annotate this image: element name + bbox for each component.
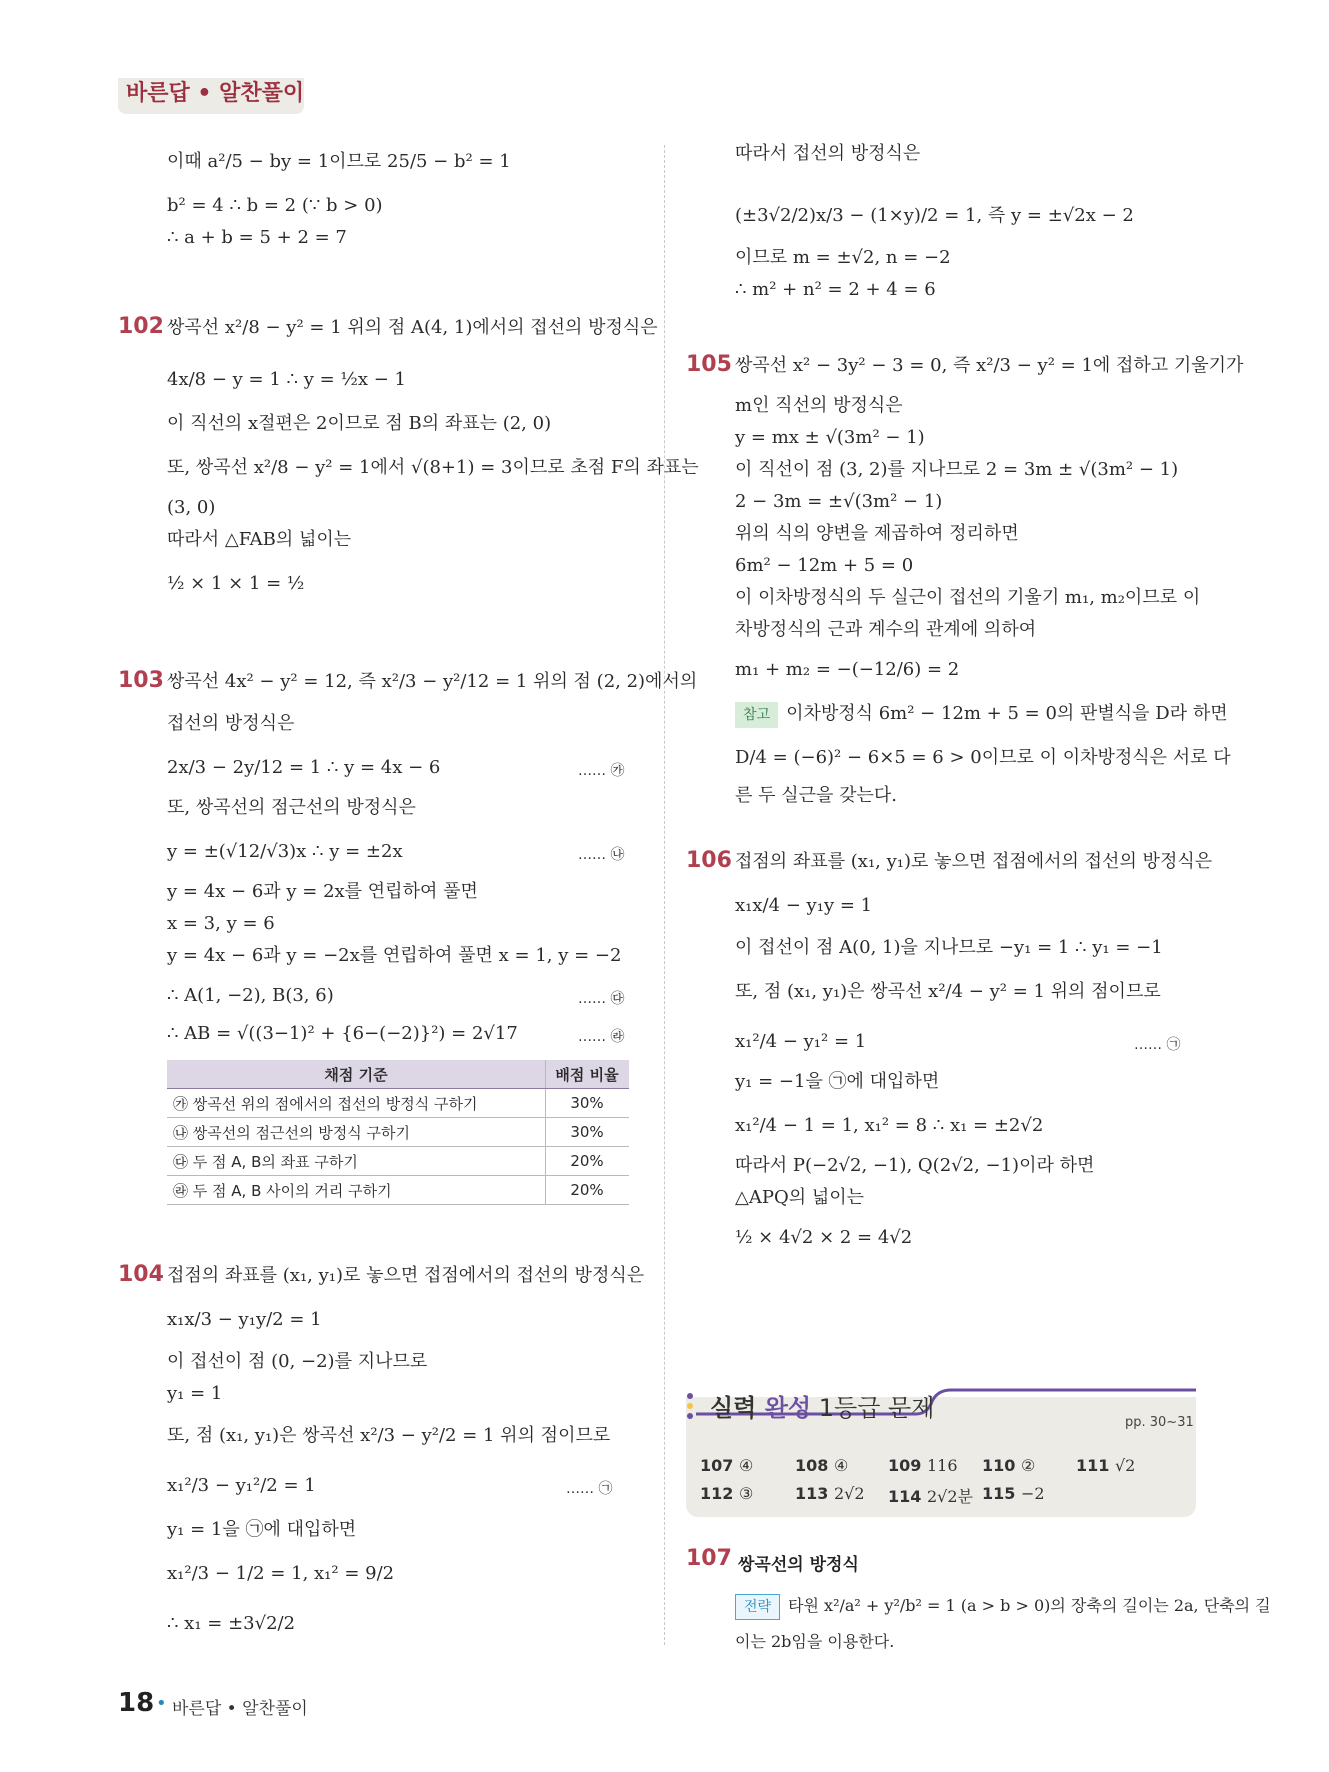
solution-line: 2 − 3m = ±√(3m² − 1) (735, 491, 943, 512)
solution-line: ∴ A(1, −2), B(3, 6) (167, 985, 334, 1006)
answer-item (888, 1484, 973, 1507)
solution-line: ∴ AB = √((3−1)² + {6−(−2)}²) = 2√17 (167, 1023, 518, 1044)
note-line (735, 702, 1228, 728)
problem-number-102: 102 (118, 314, 164, 339)
answer-value: 116 (926, 1456, 958, 1475)
answer-title-part: 실력 (710, 1394, 765, 1422)
answer-value: √2 (1114, 1456, 1136, 1475)
table-cell: ㉰ 두 점 A, B의 좌표 구하기 (167, 1147, 546, 1176)
answer-num: 113 (795, 1484, 829, 1503)
solution-line: x₁²/4 − 1 = 1, x₁² = 8 ∴ x₁ = ±2√2 (735, 1115, 1044, 1136)
table-header: 채점 기준 (167, 1060, 546, 1089)
answer-value: ④ (833, 1456, 849, 1475)
solution-line: 접점의 좌표를 (x₁, y₁)로 놓으면 접점에서의 접선의 방정식은 (735, 851, 1213, 872)
answer-value: −2 (1020, 1484, 1045, 1503)
table-cell: ㉱ 두 점 A, B 사이의 거리 구하기 (167, 1176, 546, 1205)
solution-line: m인 직선의 방정식은 (735, 395, 903, 416)
solution-line: 이 접선이 점 A(0, 1)을 지나므로 −y₁ = 1 ∴ y₁ = −1 (735, 937, 1163, 958)
solution-line: x₁²/3 − 1/2 = 1, x₁² = 9/2 (167, 1563, 395, 1584)
answer-title-part: 완성 (764, 1394, 812, 1422)
solution-line: y₁ = 1 (167, 1383, 223, 1404)
scoring-table (167, 1060, 629, 1205)
solution-line: 차방정식의 근과 계수의 관계에 의하여 (735, 619, 1037, 640)
table-row (167, 1118, 629, 1147)
solution-line: 4x/8 − y = 1 ∴ y = ½x − 1 (167, 369, 406, 390)
solution-line: 따라서 △FAB의 넓이는 (167, 529, 352, 550)
solution-line: 이 접선이 점 (0, −2)를 지나므로 (167, 1351, 428, 1372)
footer-title: 바른답 • 알찬풀이 (172, 1699, 308, 1719)
answer-num: 115 (982, 1484, 1016, 1503)
solution-line: 6m² − 12m + 5 = 0 (735, 555, 914, 576)
answer-box-title (710, 1388, 934, 1423)
solution-line: 이 이차방정식의 두 실근이 접선의 기울기 m₁, m₂이므로 이 (735, 587, 1201, 608)
solution-line: 따라서 접선의 방정식은 (735, 143, 921, 164)
table-header: 배점 비율 (546, 1060, 630, 1089)
solution-line: 쌍곡선 x²/8 − y² = 1 위의 점 A(4, 1)에서의 접선의 방정식은 (167, 317, 658, 338)
problem-number-105: 105 (686, 352, 732, 377)
answer-num: 111 (1076, 1456, 1110, 1475)
answer-num: 107 (700, 1456, 734, 1475)
answer-item (982, 1484, 1045, 1503)
solution-line: ∴ m² + n² = 2 + 4 = 6 (735, 279, 936, 300)
step-mark: …… ㉰ (578, 991, 625, 1007)
strategy-text: 타원 x²/a² + y²/b² = 1 (a > b > 0)의 장축의 길이는 2a, 단축의 길 (788, 1596, 1271, 1615)
solution-line: (3, 0) (167, 497, 216, 518)
solution-line: ∴ x₁ = ±3√2/2 (167, 1613, 296, 1634)
solution-line: (±3√2/2)x/3 − (1×y)/2 = 1, 즉 y = ±√2x − 2 (735, 205, 1134, 226)
column-divider (664, 145, 665, 1645)
answer-item (795, 1484, 865, 1503)
problem-number-104: 104 (118, 1262, 164, 1287)
table-row (167, 1089, 629, 1118)
table-row (167, 1147, 629, 1176)
page-number: 18 (118, 1688, 155, 1718)
solution-line: m₁ + m₂ = −(−12/6) = 2 (735, 659, 960, 680)
problem-number-103: 103 (118, 668, 164, 693)
solution-line: ½ × 1 × 1 = ½ (167, 573, 305, 594)
solution-line: 따라서 P(−2√2, −1), Q(2√2, −1)이라 하면 (735, 1155, 1095, 1176)
answer-item (700, 1456, 753, 1475)
solution-line: y = 4x − 6과 y = −2x를 연립하여 풀면 x = 1, y = −2 (167, 945, 622, 966)
solution-line: 접점의 좌표를 (x₁, y₁)로 놓으면 접점에서의 접선의 방정식은 (167, 1265, 645, 1286)
table-cell: 30% (546, 1089, 630, 1118)
strategy-tag: 전략 (735, 1594, 780, 1620)
answer-value: ② (1020, 1456, 1036, 1475)
step-mark: …… ㉮ (578, 763, 625, 779)
footer-dot: • (156, 1693, 167, 1714)
solution-line: △APQ의 넓이는 (735, 1187, 864, 1208)
solution-line: 또, 점 (x₁, y₁)은 쌍곡선 x²/3 − y²/2 = 1 위의 점이므로 (167, 1425, 611, 1446)
solution-line: x₁²/3 − y₁²/2 = 1 (167, 1475, 316, 1496)
strategy-line: 이는 2b임을 이용한다. (735, 1632, 895, 1651)
solution-line: y = mx ± √(3m² − 1) (735, 427, 925, 448)
table-cell: 20% (546, 1147, 630, 1176)
problem-title: 쌍곡선의 방정식 (738, 1555, 859, 1575)
solution-line: x₁x/3 − y₁y/2 = 1 (167, 1309, 322, 1330)
intro-line: ∴ a + b = 5 + 2 = 7 (167, 227, 347, 248)
intro-line: b² = 4 ∴ b = 2 (∵ b > 0) (167, 195, 383, 216)
solution-line: y = 4x − 6과 y = 2x를 연립하여 풀면 (167, 881, 478, 902)
header-title: 바른답 • 알찬풀이 (126, 81, 305, 106)
answer-value: 2√2분 (926, 1487, 973, 1506)
step-mark: …… ㉠ (566, 1481, 613, 1497)
solution-line: x₁x/4 − y₁y = 1 (735, 895, 873, 916)
solution-line: 쌍곡선 x² − 3y² − 3 = 0, 즉 x²/3 − y² = 1에 접하고 기울기가 (735, 355, 1244, 376)
table-cell: ㉮ 쌍곡선 위의 점에서의 접선의 방정식 구하기 (167, 1089, 546, 1118)
solution-line: 이므로 m = ±√2, n = −2 (735, 247, 951, 268)
solution-line: y₁ = 1을 ㉠에 대입하면 (167, 1519, 357, 1540)
solution-line: y = ±(√12/√3)x ∴ y = ±2x (167, 841, 403, 862)
note-line: D/4 = (−6)² − 6×5 = 6 > 0이므로 이 이차방정식은 서로 다 (735, 747, 1231, 768)
strategy-line (735, 1594, 1271, 1620)
problem-number-106: 106 (686, 848, 732, 873)
answer-title-part: 1등급 문제 (811, 1394, 935, 1422)
table-cell: 30% (546, 1118, 630, 1147)
solution-line: 또, 쌍곡선의 점근선의 방정식은 (167, 797, 416, 818)
answer-num: 108 (795, 1456, 829, 1475)
step-mark: …… ㉱ (578, 1029, 625, 1045)
answer-item (982, 1456, 1035, 1475)
answer-num: 112 (700, 1484, 734, 1503)
table-cell: 20% (546, 1176, 630, 1205)
step-mark: …… ㉯ (578, 847, 625, 863)
answer-value: ③ (738, 1484, 754, 1503)
solution-line: ½ × 4√2 × 2 = 4√2 (735, 1227, 913, 1248)
solution-line: 또, 쌍곡선 x²/8 − y² = 1에서 √(8+1) = 3이므로 초점 F의 좌표는 (167, 457, 699, 478)
answer-num: 114 (888, 1487, 922, 1506)
answer-num: 109 (888, 1456, 922, 1475)
answer-item (795, 1456, 848, 1475)
problem-number-107: 107 (686, 1546, 732, 1571)
solution-line: 2x/3 − 2y/12 = 1 ∴ y = 4x − 6 (167, 757, 441, 778)
note-line: 른 두 실근을 갖는다. (735, 785, 897, 806)
solution-line: 위의 식의 양변을 제곱하여 정리하면 (735, 523, 1019, 544)
solution-line: 또, 점 (x₁, y₁)은 쌍곡선 x²/4 − y² = 1 위의 점이므로 (735, 981, 1161, 1002)
answer-item (888, 1456, 958, 1475)
solution-line: 접선의 방정식은 (167, 713, 295, 734)
intro-line: 이때 a²/5 − by = 1이므로 25/5 − b² = 1 (167, 151, 511, 172)
note-text: 이차방정식 6m² − 12m + 5 = 0의 판별식을 D라 하면 (786, 703, 1228, 724)
answer-item (700, 1484, 753, 1503)
solution-line: 쌍곡선 4x² − y² = 12, 즉 x²/3 − y²/12 = 1 위의 점 (2, 2)에서의 (167, 671, 698, 692)
table-cell: ㉯ 쌍곡선의 점근선의 방정식 구하기 (167, 1118, 546, 1147)
answer-item (1076, 1456, 1135, 1475)
solution-line: x = 3, y = 6 (167, 913, 275, 934)
table-row (167, 1176, 629, 1205)
solution-line: 이 직선의 x절편은 2이므로 점 B의 좌표는 (2, 0) (167, 413, 552, 434)
step-mark: …… ㉠ (1134, 1037, 1181, 1053)
answer-value: 2√2 (833, 1484, 865, 1503)
solution-line: y₁ = −1을 ㉠에 대입하면 (735, 1071, 940, 1092)
answer-pages: pp. 30~31 (1125, 1415, 1194, 1430)
solution-line: 이 직선이 점 (3, 2)를 지나므로 2 = 3m ± √(3m² − 1) (735, 459, 1179, 480)
answer-num: 110 (982, 1456, 1016, 1475)
answer-value: ④ (738, 1456, 754, 1475)
note-tag: 참고 (735, 702, 778, 728)
solution-line: x₁²/4 − y₁² = 1 (735, 1031, 867, 1052)
